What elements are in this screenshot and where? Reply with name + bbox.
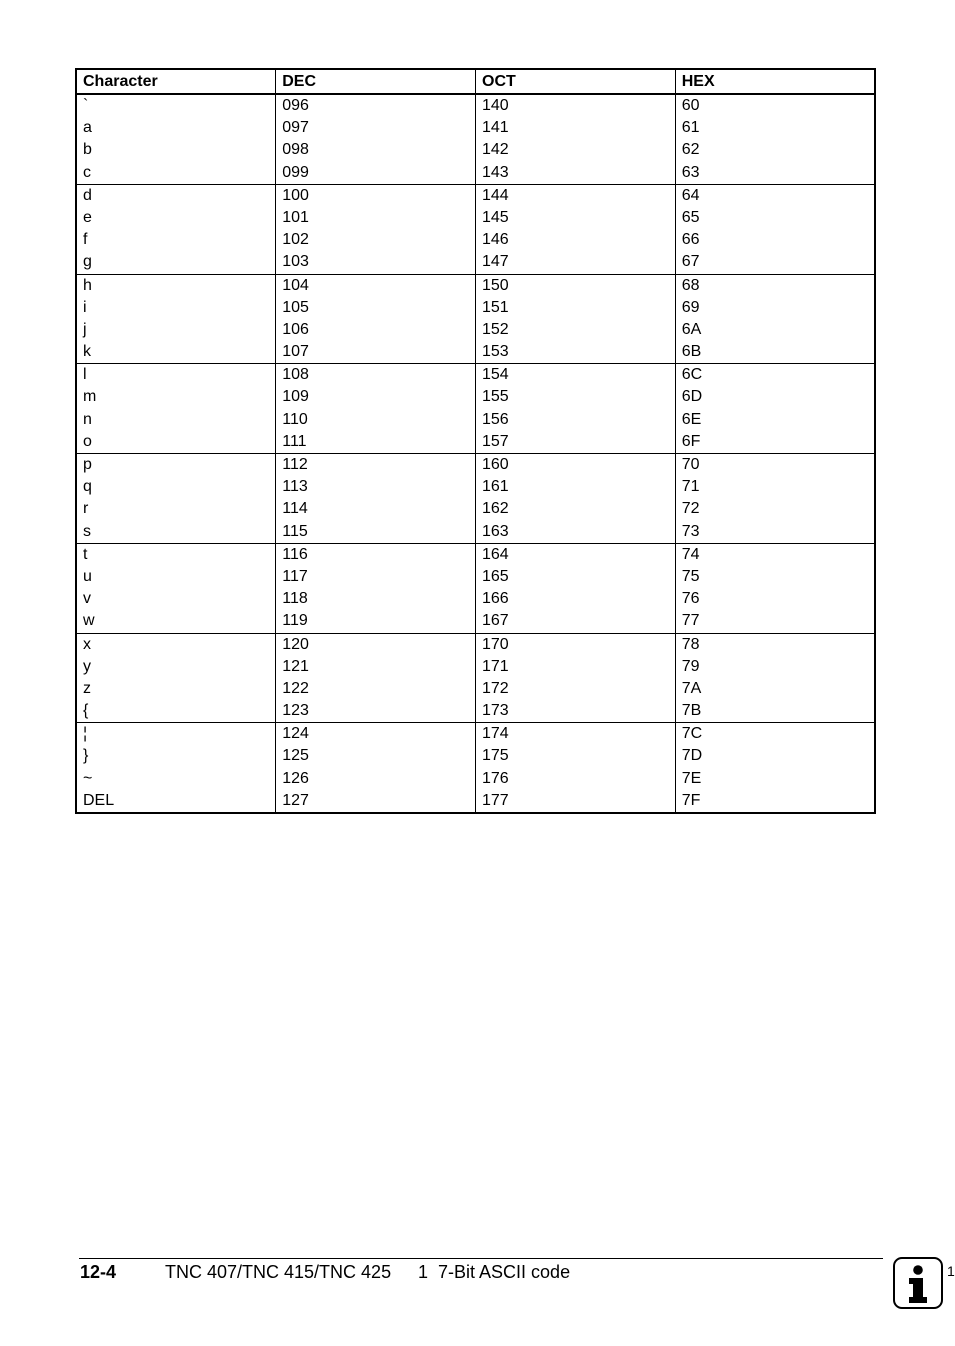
cell-value: f: [83, 231, 88, 249]
cell-value: 76: [681, 590, 700, 608]
cell-value: x: [83, 635, 91, 653]
table-cell-oct: [476, 543, 676, 633]
cell-value: 71: [681, 478, 700, 496]
table-cell-hex: [675, 94, 875, 184]
table-cell-hex: [675, 184, 875, 274]
cell-value: 143: [482, 163, 509, 181]
cell-value: 6E: [681, 410, 702, 428]
table-cell-hex: [675, 633, 875, 723]
cell-value: 099: [282, 163, 309, 181]
table-body: [76, 94, 875, 813]
cell-value: 67: [681, 253, 700, 271]
cell-value: h: [83, 276, 92, 294]
cell-value: 107: [282, 343, 309, 361]
table-cell-hex: [675, 543, 875, 633]
cell-value: 6D: [681, 388, 703, 406]
cell-value: 108: [282, 366, 309, 384]
table-row: [76, 723, 875, 813]
table-cell-dec: [276, 633, 476, 723]
cell-value: 103: [282, 253, 309, 271]
cell-value: k: [83, 343, 91, 361]
cell-value: i: [83, 298, 87, 316]
cell-value: 75: [681, 567, 700, 585]
table-cell-dec: [276, 94, 476, 184]
table-cell-dec: [276, 723, 476, 813]
header-hex: HEX: [675, 69, 875, 94]
ascii-code-table: [75, 68, 876, 814]
cell-value: ¦: [83, 725, 88, 743]
cell-value: b: [83, 141, 92, 159]
cell-value: 7A: [681, 679, 702, 697]
cell-value: 106: [282, 320, 309, 338]
table-cell-hex: [675, 454, 875, 544]
cell-value: 110: [282, 410, 308, 428]
cell-value: 140: [482, 97, 509, 114]
cell-value: DEL: [83, 791, 115, 809]
cell-value: 115: [282, 522, 308, 540]
table-cell-oct: [476, 723, 676, 813]
table-cell-hex: [675, 723, 875, 813]
cell-value: 79: [681, 657, 700, 675]
cell-value: 105: [282, 298, 309, 316]
cell-value: 104: [282, 276, 309, 294]
cell-value: 109: [282, 388, 309, 406]
table-cell-oct: [476, 364, 676, 454]
table-cell-dec: [276, 364, 476, 454]
cell-value: 116: [282, 545, 308, 563]
cell-value: p: [83, 456, 92, 473]
cell-value: 147: [482, 253, 509, 271]
cell-value: 174: [482, 725, 509, 743]
cell-value: 167: [482, 612, 509, 630]
cell-value: 097: [282, 119, 309, 137]
cell-value: o: [83, 432, 92, 450]
cell-value: w: [83, 612, 95, 630]
table-cell-oct: [476, 184, 676, 274]
cell-value: 144: [482, 186, 509, 204]
cell-value: 74: [681, 545, 700, 563]
cell-value: 173: [482, 702, 509, 720]
table-cell-oct: [476, 274, 676, 364]
table-row: [76, 274, 875, 364]
cell-value: 65: [681, 208, 700, 226]
cell-value: 77: [681, 612, 700, 630]
cell-value: 164: [482, 545, 509, 563]
cell-value: j: [83, 320, 87, 338]
cell-value: 73: [681, 522, 700, 540]
cell-value: v: [83, 590, 91, 608]
table-cell-character: [76, 184, 276, 274]
table-row: [76, 94, 875, 184]
table-cell-dec: [276, 543, 476, 633]
header-dec: DEC: [276, 69, 476, 94]
cell-value: 100: [282, 186, 309, 204]
cell-value: d: [83, 186, 92, 204]
cell-value: n: [83, 410, 92, 428]
table-row: [76, 633, 875, 723]
cell-value: 155: [482, 388, 509, 406]
table-header-row: [76, 69, 875, 94]
cell-value: 6C: [681, 366, 703, 384]
cell-value: 7C: [681, 725, 703, 743]
header-oct: OCT: [476, 69, 676, 94]
cell-value: t: [83, 545, 88, 563]
cell-value: 170: [482, 635, 509, 653]
cell-value: 119: [282, 612, 308, 630]
cell-value: `: [83, 97, 89, 114]
cell-value: 127: [282, 791, 309, 809]
table-cell-dec: [276, 184, 476, 274]
cell-value: c: [83, 163, 91, 181]
cell-value: 111: [282, 432, 307, 450]
header-character: Character: [76, 69, 276, 94]
cell-value: 7E: [681, 769, 702, 787]
cell-value: s: [83, 522, 91, 540]
table-cell-character: [76, 543, 276, 633]
cell-value: y: [83, 657, 91, 675]
cell-value: 145: [482, 208, 509, 226]
cell-value: 096: [282, 97, 309, 114]
table-cell-oct: [476, 454, 676, 544]
cell-value: 70: [681, 456, 700, 473]
cell-value: 62: [681, 141, 700, 159]
cell-value: ~: [83, 769, 93, 787]
cell-value: 176: [482, 769, 509, 787]
table-cell-character: [76, 364, 276, 454]
cell-value: 101: [282, 208, 309, 226]
cell-value: 161: [482, 478, 509, 496]
table-row: [76, 543, 875, 633]
cell-value: 7F: [681, 791, 701, 809]
cell-value: 123: [282, 702, 309, 720]
cell-value: 125: [282, 747, 309, 765]
cell-value: 102: [282, 231, 309, 249]
cell-value: 78: [681, 635, 700, 653]
cell-value: 150: [482, 276, 509, 294]
table-cell-dec: [276, 454, 476, 544]
cell-value: 64: [681, 186, 700, 204]
cell-value: 69: [681, 298, 700, 316]
cell-value: 177: [482, 791, 509, 809]
table-cell-character: [76, 274, 276, 364]
cell-value: z: [83, 679, 91, 697]
cell-value: q: [83, 478, 92, 496]
cell-value: 112: [282, 456, 308, 473]
cell-value: 6F: [681, 432, 701, 450]
cell-value: 151: [482, 298, 509, 316]
cell-value: 63: [681, 163, 700, 181]
cell-value: 098: [282, 141, 309, 159]
cell-value: 124: [282, 725, 309, 743]
cell-value: 61: [681, 119, 700, 137]
table-cell-character: [76, 454, 276, 544]
info-glyph: [895, 1259, 941, 1307]
cell-value: 6B: [681, 343, 702, 361]
cell-value: 175: [482, 747, 509, 765]
footer-divider: [79, 1258, 883, 1259]
table-cell-hex: [675, 364, 875, 454]
info-icon: [893, 1257, 943, 1309]
table-row: [76, 364, 875, 454]
cell-value: 146: [482, 231, 509, 249]
cell-value: 120: [282, 635, 309, 653]
manual-title: TNC 407/TNC 415/TNC 425: [165, 1262, 392, 1282]
cell-value: 118: [282, 590, 308, 608]
cell-value: m: [83, 388, 97, 406]
cell-value: 113: [282, 478, 308, 496]
cell-value: u: [83, 567, 92, 585]
cell-value: 172: [482, 679, 509, 697]
cell-value: e: [83, 208, 92, 226]
cell-value: a: [83, 119, 92, 137]
cell-value: 166: [482, 590, 509, 608]
cell-value: r: [83, 500, 89, 518]
cell-value: 154: [482, 366, 509, 384]
table-cell-character: [76, 633, 276, 723]
cell-value: 114: [282, 500, 308, 518]
cell-value: 152: [482, 320, 509, 338]
cell-value: {: [83, 702, 89, 720]
cell-value: 157: [482, 432, 509, 450]
table-cell-oct: [476, 633, 676, 723]
table-cell-dec: [276, 274, 476, 364]
cell-value: 68: [681, 276, 700, 294]
cell-value: 141: [482, 119, 509, 137]
cell-value: 160: [482, 456, 509, 473]
cell-value: 153: [482, 343, 509, 361]
cell-value: 171: [482, 657, 509, 675]
cell-value: 156: [482, 410, 509, 428]
cell-value: 72: [681, 500, 700, 518]
cell-value: 66: [681, 231, 700, 249]
table-row: [76, 454, 875, 544]
cell-value: 7B: [681, 702, 702, 720]
table-cell-hex: [675, 274, 875, 364]
cell-value: 121: [282, 657, 309, 675]
cell-value: 163: [482, 522, 509, 540]
table-cell-character: [76, 723, 276, 813]
cell-value: 162: [482, 500, 509, 518]
cell-value: }: [83, 747, 89, 765]
cell-value: 142: [482, 141, 509, 159]
cell-value: g: [83, 253, 92, 271]
cell-value: 165: [482, 567, 509, 585]
table-cell-character: [76, 94, 276, 184]
table-cell-oct: [476, 94, 676, 184]
cell-value: 117: [282, 567, 308, 585]
cell-value: 122: [282, 679, 309, 697]
cell-value: 126: [282, 769, 309, 787]
cell-value: 7D: [681, 747, 703, 765]
table-row: [76, 184, 875, 274]
badge-number: 1: [947, 1263, 955, 1279]
section-title: 1 7-Bit ASCII code: [418, 1262, 571, 1282]
cell-value: 60: [681, 97, 700, 114]
cell-value: 6A: [681, 320, 702, 338]
cell-value: l: [83, 366, 87, 384]
page-number: 12-4: [80, 1262, 117, 1282]
